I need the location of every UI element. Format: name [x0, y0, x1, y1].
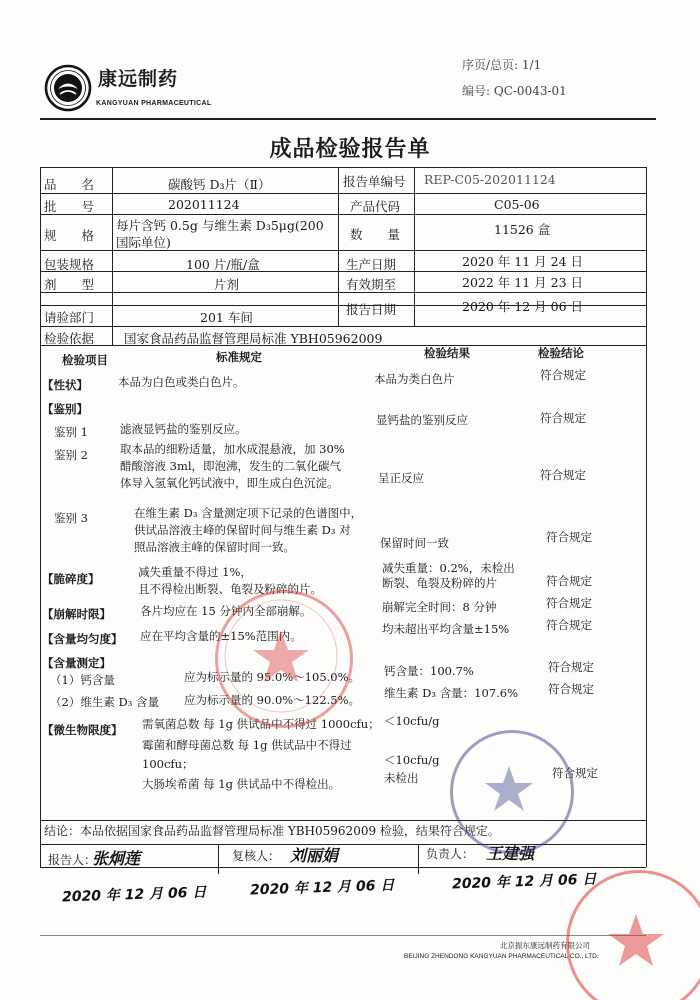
row-result: 崩解完全时间：8 分钟 [382, 600, 497, 614]
reporter-date: 2020 年 12 月 06 日 [61, 884, 207, 906]
row-conclusion: 符合规定 [546, 530, 592, 544]
star-icon [450, 730, 568, 848]
footer-company-cn: 北京振东康远制药有限公司 [500, 941, 590, 950]
row-conclusion: 符合规定 [548, 682, 594, 696]
row-item: 鉴别 1 [54, 425, 88, 439]
row-standard: 供试品溶液主峰的保留时间与维生素 D₃ 对 [134, 523, 351, 537]
footer-company-en: BEIJING ZHENDONG KANGYUAN PHARMACEUTICAL CO., LTD. [404, 953, 599, 960]
blue-seal-stamp [450, 730, 574, 854]
info-label-mfg-date: 生产日期 [346, 257, 397, 272]
row-standard: 100cfu； [142, 757, 194, 771]
page-info: 序页/总页: 1/1 [462, 58, 542, 72]
conclusion-text: 结论：本品依据国家食品药品监督管理局标准 YBH05962009 检验，结果符合规定。 [44, 824, 500, 838]
info-value-batch: 202011124 [168, 197, 240, 212]
row-item: 【含量均匀度】 [42, 632, 123, 646]
col-header-result: 检验结果 [424, 346, 470, 360]
info-value-spec-cont: 国际单位) [116, 235, 171, 250]
info-value-product-code: C05-06 [494, 197, 540, 212]
row-conclusion: 符合规定 [548, 660, 594, 674]
row-conclusion: 符合规定 [552, 766, 598, 780]
row-item: 【鉴别】 [42, 402, 88, 416]
row-result: 未检出 [384, 771, 419, 785]
info-label-product-name: 品 名 [44, 177, 95, 192]
row-conclusion: 符合规定 [540, 368, 586, 382]
manager-date: 2020 年 12 月 06 日 [451, 871, 597, 893]
row-standard: 体导入氢氧化钙试液中，即生成白色沉淀。 [120, 476, 339, 490]
row-item: （1）钙含量 [50, 673, 115, 687]
row-standard: 本品为白色或类白色片。 [118, 375, 245, 389]
col-header-standard: 标准规定 [216, 350, 262, 364]
info-label-spec: 规 格 [44, 228, 95, 243]
info-label-dosage-form: 剂 型 [44, 277, 95, 292]
info-label-basis: 检验依据 [44, 331, 95, 346]
row-item: 【脆碎度】 [42, 572, 100, 586]
document-number: 编号: QC-0043-01 [462, 84, 567, 98]
info-value-product-name: 碳酸钙 D₃片（Ⅱ） [168, 177, 271, 192]
info-label-batch: 批 号 [44, 199, 95, 214]
row-conclusion: 符合规定 [540, 411, 586, 425]
row-item: 【微生物限度】 [42, 723, 123, 737]
row-standard: 霉菌和酵母菌总数 每 1g 供试品中不得过 [142, 738, 352, 752]
row-item: 【含量测定】 [42, 656, 111, 670]
col-header-conclusion: 检验结论 [538, 346, 584, 360]
red-seal-stamp [566, 870, 700, 1000]
row-item: 鉴别 3 [54, 511, 88, 525]
logo-icon [44, 64, 92, 112]
info-label-report-no: 报告单编号 [343, 174, 406, 189]
info-label-report-date: 报告日期 [346, 302, 397, 317]
reviewer-date: 2020 年 12 月 06 日 [249, 877, 395, 899]
manager-signature: 王建强 [486, 844, 535, 863]
row-item: 【崩解时限】 [42, 607, 111, 621]
info-label-expiry: 有效期至 [346, 277, 397, 292]
reporter-signature: 张炯莲 [92, 849, 141, 868]
row-result: ＜10cfu/g [384, 714, 440, 728]
company-name-en: KANGYUAN PHARMACEUTICAL [96, 100, 212, 107]
company-name-cn: 康远制药 [98, 69, 179, 90]
info-value-expiry: 2022 年 11 月 23 日 [462, 275, 583, 290]
red-seal-stamp [215, 590, 353, 728]
row-item: （2）维生素 D₃ 含量 [50, 695, 159, 709]
row-result: 减失重量：0.2%，未检出 [382, 561, 515, 575]
info-label-department: 请验部门 [44, 310, 95, 325]
row-result: 显钙盐的鉴别反应 [376, 413, 468, 427]
info-label-quantity: 数 量 [350, 227, 401, 242]
info-value-spec: 每片含钙 0.5g 与维生素 D₃5μg(200 [116, 218, 324, 233]
company-logo [44, 64, 92, 112]
row-standard: 各片均应在 15 分钟内全部崩解。 [140, 604, 312, 618]
info-value-department: 201 车间 [200, 310, 253, 325]
row-standard: 应在平均含量的±15%范围内。 [140, 629, 302, 643]
info-value-quantity: 11526 盒 [494, 222, 551, 237]
row-conclusion: 符合规定 [540, 468, 586, 482]
row-standard: 醋酸溶液 3ml，即泡沸，发生的二氧化碳气 [120, 459, 342, 473]
report-title: 成品检验报告单 [269, 136, 431, 161]
col-header-item: 检验项目 [62, 353, 108, 367]
row-result: 维生素 D₃ 含量：107.6% [384, 686, 518, 700]
row-result: 断裂、龟裂及粉碎的片 [382, 576, 497, 590]
info-label-product-code: 产品代码 [350, 199, 401, 214]
info-value-mfg-date: 2020 年 11 月 24 日 [462, 254, 583, 269]
row-result: ＜10cfu/g [384, 753, 440, 767]
row-standard: 滤液显钙盐的鉴别反应。 [120, 422, 247, 436]
row-result: 本品为类白色片 [374, 372, 455, 386]
row-result: 均未超出平均含量±15% [382, 622, 510, 636]
row-item: 【性状】 [42, 378, 88, 392]
row-result: 呈正反应 [378, 471, 424, 485]
row-standard: 应为标示量的 90.0%～122.5%。 [184, 693, 361, 707]
reviewer-label: 复核人： [232, 849, 281, 863]
row-conclusion: 符合规定 [546, 596, 592, 610]
info-value-report-date: 2020 年 12 月 06 日 [462, 299, 583, 314]
row-standard: 照品溶液主峰的保留时间一致。 [134, 540, 295, 554]
row-standard: 需氧菌总数 每 1g 供试品中不得过 1000cfu； [142, 717, 380, 731]
star-icon [566, 870, 700, 1000]
row-conclusion: 符合规定 [546, 574, 592, 588]
row-item: 鉴别 2 [54, 448, 88, 462]
reporter-label: 报告人： [48, 853, 97, 867]
header-rule [40, 118, 656, 120]
row-standard: 在维生素 D₃ 含量测定项下记录的色谱图中， [134, 506, 363, 520]
row-standard: 应为标示量的 95.0%～105.0%。 [184, 670, 361, 684]
info-value-basis: 国家食品药品监督管理局标准 YBH05962009 [124, 331, 383, 346]
table-border [40, 167, 646, 168]
row-result: 钙含量：100.7% [384, 664, 474, 678]
row-conclusion: 符合规定 [546, 618, 592, 632]
info-value-packaging: 100 片/瓶/盒 [186, 257, 260, 272]
reviewer-signature: 刘丽娟 [290, 846, 339, 865]
row-standard: 大肠埃希菌 每 1g 供试品中不得检出。 [142, 777, 341, 791]
info-value-dosage-form: 片剂 [214, 277, 240, 292]
info-value-report-no: REP-C05-202011124 [424, 172, 556, 187]
row-standard: 取本品的细粉适量，加水成混悬液，加 30% [120, 442, 345, 456]
row-result: 保留时间一致 [380, 536, 449, 550]
manager-label: 负责人： [426, 847, 475, 861]
info-label-packaging: 包装规格 [44, 257, 95, 272]
row-standard: 减失重量不得过 1%， [138, 565, 252, 579]
star-icon [215, 590, 347, 722]
row-standard: 且不得检出断裂、龟裂及粉碎的片。 [138, 582, 322, 596]
